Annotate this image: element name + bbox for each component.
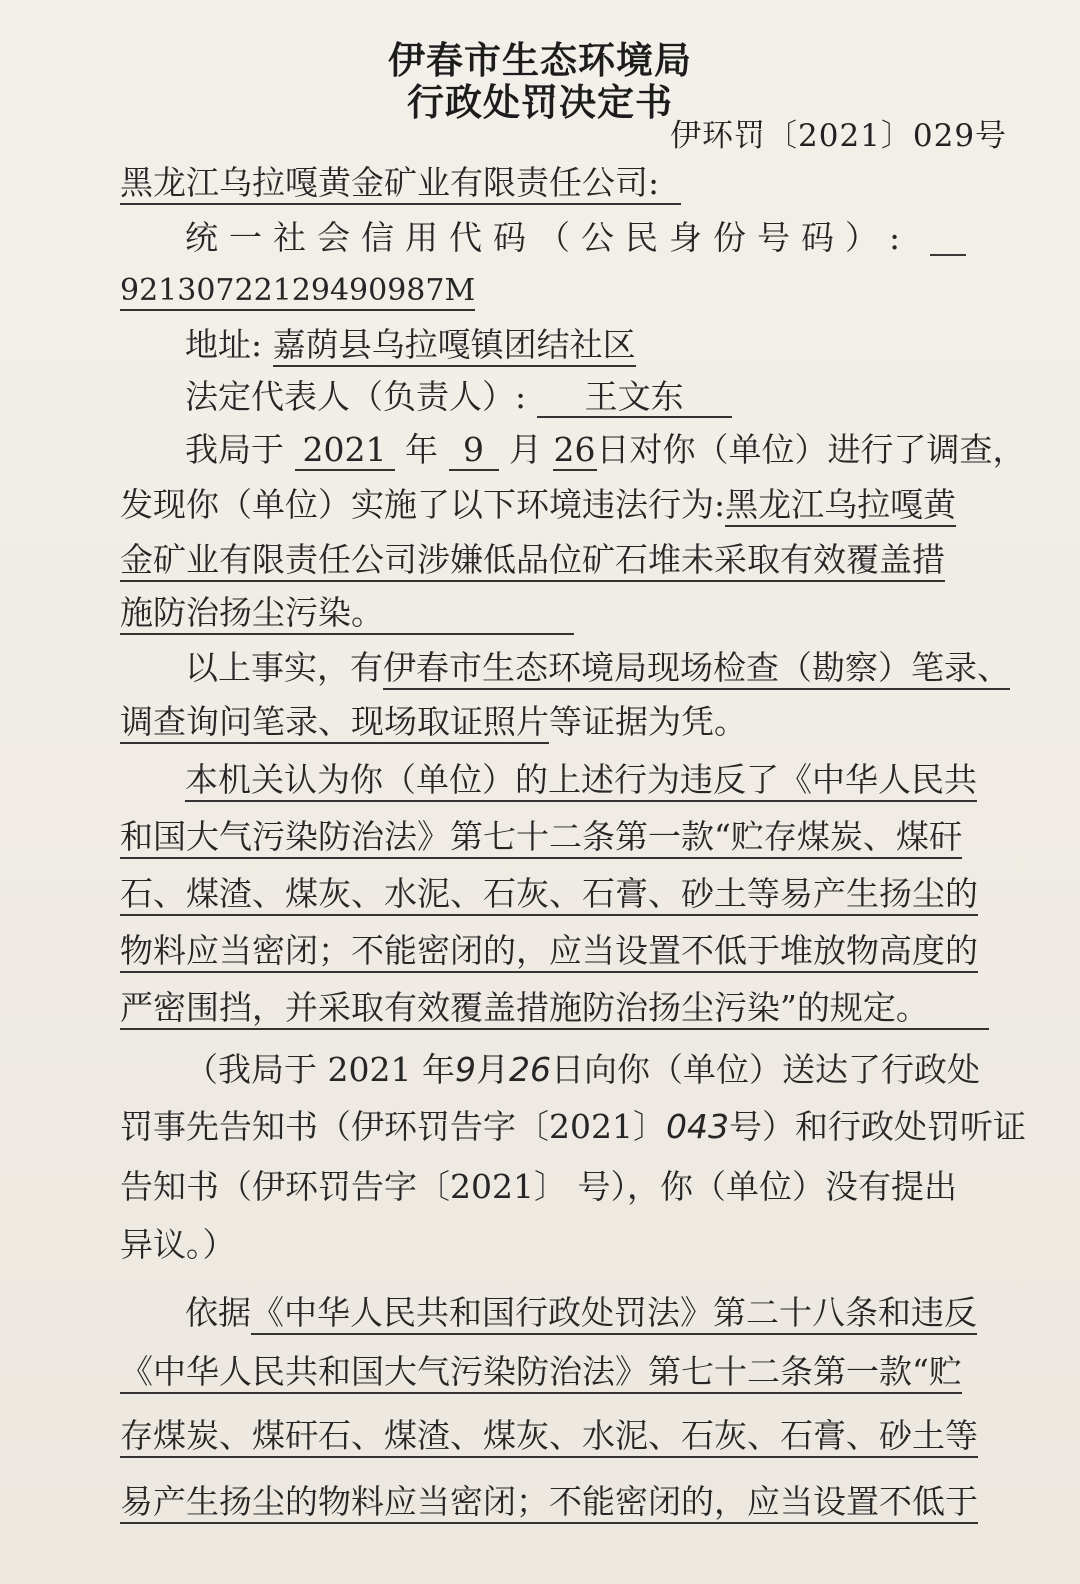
evidence-line-1: [185, 648, 1010, 688]
evidence-source: 伊春市生态环境局现场检查（勘察）笔录、: [383, 648, 1010, 690]
investigation-prefix: 我局于: [185, 430, 284, 469]
finding-text-5: 严密围挡，并采取有效覆盖措施防治扬尘污染”的规定。: [120, 988, 989, 1030]
finding-line-5: [120, 988, 989, 1028]
finding-text-1: 本机关认为你（单位）的上述行为违反了《中华人民共: [185, 760, 977, 802]
basis-line-3: [120, 1416, 978, 1456]
investigation-line-3: [120, 540, 945, 580]
evidence-list: 调查询问笔录、现场取证照片: [120, 702, 549, 744]
evidence-suffix: 等证据为凭。: [549, 702, 747, 741]
party-name: 黑龙江乌拉嘎黄金矿业有限责任公司:: [120, 163, 681, 205]
basis-text-2: 存煤炭、煤矸石、煤渣、煤灰、水泥、石灰、石膏、砂土等: [120, 1416, 978, 1458]
investigation-day: 26: [553, 430, 596, 469]
finding-line-1: [185, 760, 977, 800]
credit-code-line: [120, 271, 475, 311]
investigation-month: 9: [449, 431, 499, 471]
representative-label: 法定代表人（负责人）:: [185, 377, 527, 416]
notice-prefix: （我局于 2021 年: [185, 1050, 455, 1089]
basis-line-1: [185, 1293, 977, 1333]
notice-line-3: 告知书（伊环罚告字〔2021〕 号），你（单位）没有提出: [120, 1167, 957, 1206]
credit-code: 9213072212949098​7M: [120, 273, 475, 311]
prior-notice-number-handwritten: 043: [665, 1107, 729, 1146]
evidence-line-2: [120, 702, 747, 742]
prior-notice-ref: 罚事先告知书（伊环罚告字〔2021〕: [120, 1107, 666, 1146]
credit-code-label: 统一社会信用代码（公民身份号码）:: [185, 218, 912, 257]
basis-law-ref: 《中华人民共和国行政处罚法》第二十八条和违反: [251, 1293, 977, 1335]
address-label: 地址:: [185, 325, 263, 364]
agency-title: 伊春市生态环境局: [388, 39, 692, 82]
address-line: [185, 325, 636, 365]
investigation-month-unit: 月: [509, 430, 542, 469]
violation-text-end: 施防治扬尘污染。: [120, 593, 574, 635]
notice-day-handwritten: 26: [508, 1050, 551, 1089]
notice-line-1: [185, 1050, 980, 1090]
investigation-line-1: [185, 430, 1026, 471]
violation-intro: 发现你（单位）实施了以下环境违法行为:: [120, 485, 726, 524]
document-number: 伊环罚〔2021〕029号: [670, 118, 1008, 154]
investigation-year-unit: 年: [405, 430, 438, 469]
investigation-line-4: [120, 593, 574, 633]
representative-name: 王文东: [537, 378, 732, 418]
notice-suffix: 日向你（单位）送达了行政处: [550, 1050, 980, 1089]
finding-line-3: [120, 874, 978, 914]
finding-text-4: 物料应当密闭；不能密闭的，应当设置不低于堆放物高度的: [120, 931, 978, 973]
notice-line-2: [120, 1107, 1026, 1147]
credit-label-underline: [930, 254, 966, 256]
violation-text-middle: 金矿业有限责任公司涉嫌低品位矿石堆未采取有效覆盖措: [120, 540, 945, 582]
party-name-line: [120, 163, 681, 203]
finding-text-2: 和国大气污染防治法》第七十二条第一款“贮存煤炭、煤矸: [120, 817, 962, 859]
address-value: 嘉荫县乌拉嘎镇团结社区: [273, 325, 636, 367]
notice-month-handwritten: 9: [454, 1050, 476, 1089]
notice-line-4: 异议。）: [120, 1225, 236, 1264]
prior-notice-suffix: 号）和行政处罚听证: [728, 1107, 1026, 1146]
representative-line: [185, 377, 732, 418]
finding-line-4: [120, 931, 978, 971]
investigation-line-2: [120, 485, 956, 525]
violation-text-start: 黑龙江乌拉嘎黄: [725, 485, 956, 527]
basis-prefix: 依据: [185, 1293, 251, 1332]
basis-line-2: [120, 1352, 962, 1392]
investigation-suffix: 日对你（单位）进行了调查，: [596, 430, 1026, 469]
finding-text-3: 石、煤渣、煤灰、水泥、石灰、石膏、砂土等易产生扬尘的: [120, 874, 978, 916]
document-title: 行政处罚决定书: [407, 81, 673, 124]
basis-text-1: 《中华人民共和国大气污染防治法》第七十二条第一款“贮: [120, 1352, 962, 1394]
basis-text-3: 易产生扬尘的物料应当密闭；不能密闭的，应当设置不低于: [120, 1482, 978, 1524]
finding-line-2: [120, 817, 962, 857]
evidence-prefix: 以上事实，有: [185, 648, 383, 687]
basis-line-4: [120, 1482, 978, 1522]
investigation-year: 2021: [295, 431, 395, 471]
notice-month-unit: 月: [475, 1050, 509, 1089]
